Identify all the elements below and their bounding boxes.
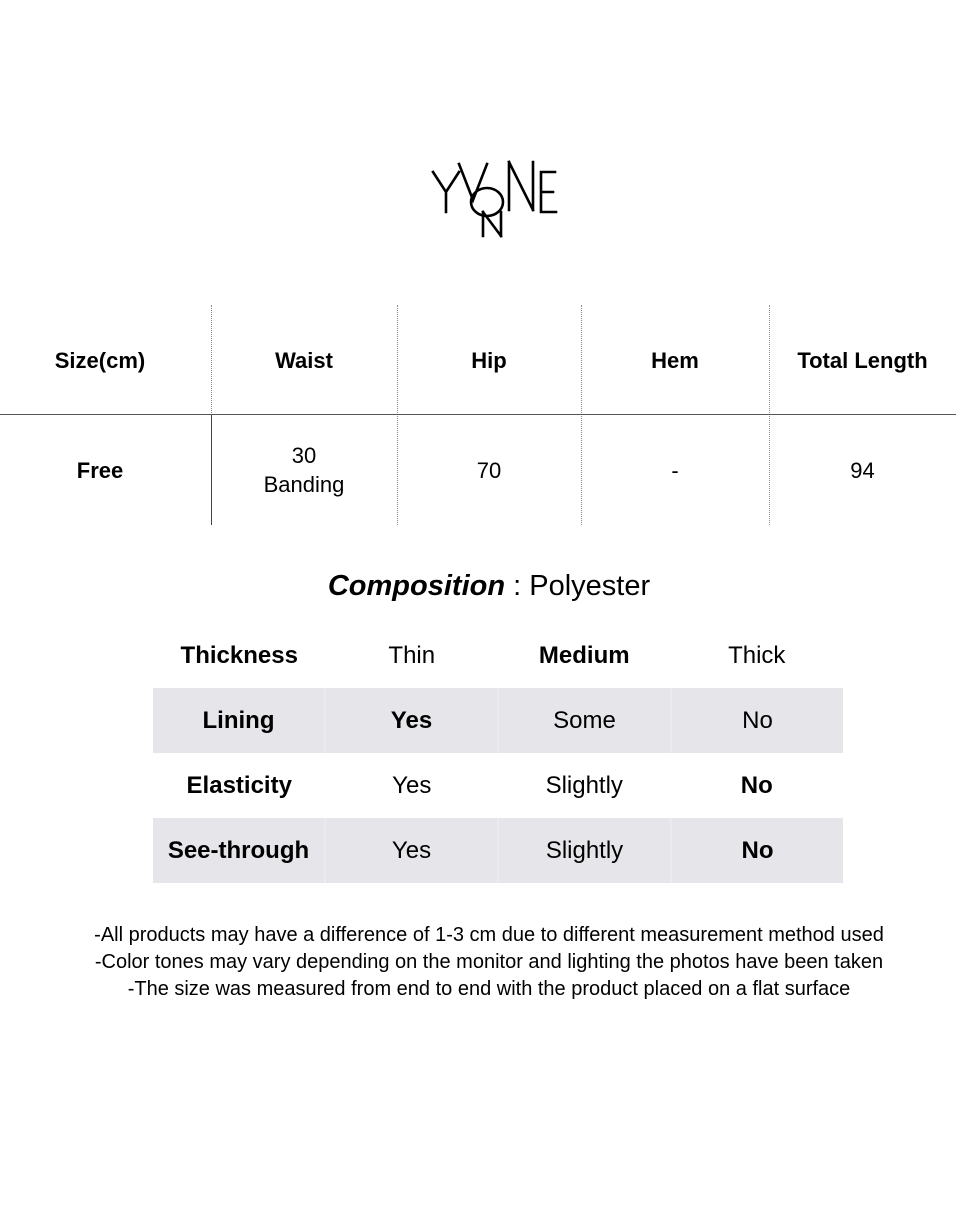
waist-cell bbox=[211, 415, 397, 525]
fabric-option: Yes bbox=[324, 688, 497, 753]
hip-value: 70 bbox=[476, 457, 502, 483]
fabric-row-see-through bbox=[153, 818, 843, 883]
note-line: -All products may have a difference of 1-3 cm due to different measurement method used bbox=[94, 924, 884, 946]
fabric-option: Medium bbox=[538, 641, 630, 669]
fabric-row-label: Thickness bbox=[180, 641, 298, 669]
note-line: -The size was measured from end to end with the product placed on a flat surface bbox=[127, 978, 851, 1000]
composition-label: Composition bbox=[327, 570, 506, 602]
fabric-option: No bbox=[670, 688, 843, 753]
hem-value: - bbox=[671, 457, 679, 483]
composition-separator: : bbox=[505, 570, 530, 602]
brand-logo bbox=[429, 158, 559, 240]
size-table bbox=[0, 305, 956, 525]
size-value: Free bbox=[76, 457, 124, 483]
waist-note: Banding bbox=[263, 472, 345, 497]
header-waist: Waist bbox=[275, 347, 333, 373]
waist-value: 30 bbox=[291, 443, 317, 468]
note-line: -Color tones may vary depending on the monitor and lighting the photos have been taken bbox=[94, 951, 884, 973]
fabric-row-label: Elasticity bbox=[186, 771, 292, 799]
fabric-option: No bbox=[740, 771, 773, 799]
fabric-option: Thin bbox=[388, 641, 436, 669]
fabric-properties-table bbox=[153, 623, 843, 883]
fabric-option: Some bbox=[497, 688, 670, 753]
fabric-option: Slightly bbox=[545, 771, 623, 799]
fabric-option: Thick bbox=[728, 641, 786, 669]
fabric-row-label: Lining bbox=[153, 688, 324, 753]
notes bbox=[0, 922, 978, 1003]
header-hip: Hip bbox=[471, 347, 507, 373]
header-hem: Hem bbox=[651, 347, 699, 373]
header-total-length: Total Length bbox=[797, 347, 928, 373]
fabric-option: Yes bbox=[392, 771, 432, 799]
total-length-value: 94 bbox=[850, 457, 875, 483]
fabric-option: Slightly bbox=[497, 818, 670, 883]
fabric-row-lining bbox=[153, 688, 843, 753]
fabric-option: Yes bbox=[324, 818, 497, 883]
fabric-row-elasticity bbox=[153, 753, 843, 818]
composition-line bbox=[0, 566, 978, 606]
composition-value: Polyester bbox=[529, 570, 651, 602]
fabric-row-label: See-through bbox=[153, 818, 324, 883]
fabric-option: No bbox=[670, 818, 843, 883]
fabric-row-thickness bbox=[153, 623, 843, 688]
header-size: Size(cm) bbox=[54, 347, 146, 373]
